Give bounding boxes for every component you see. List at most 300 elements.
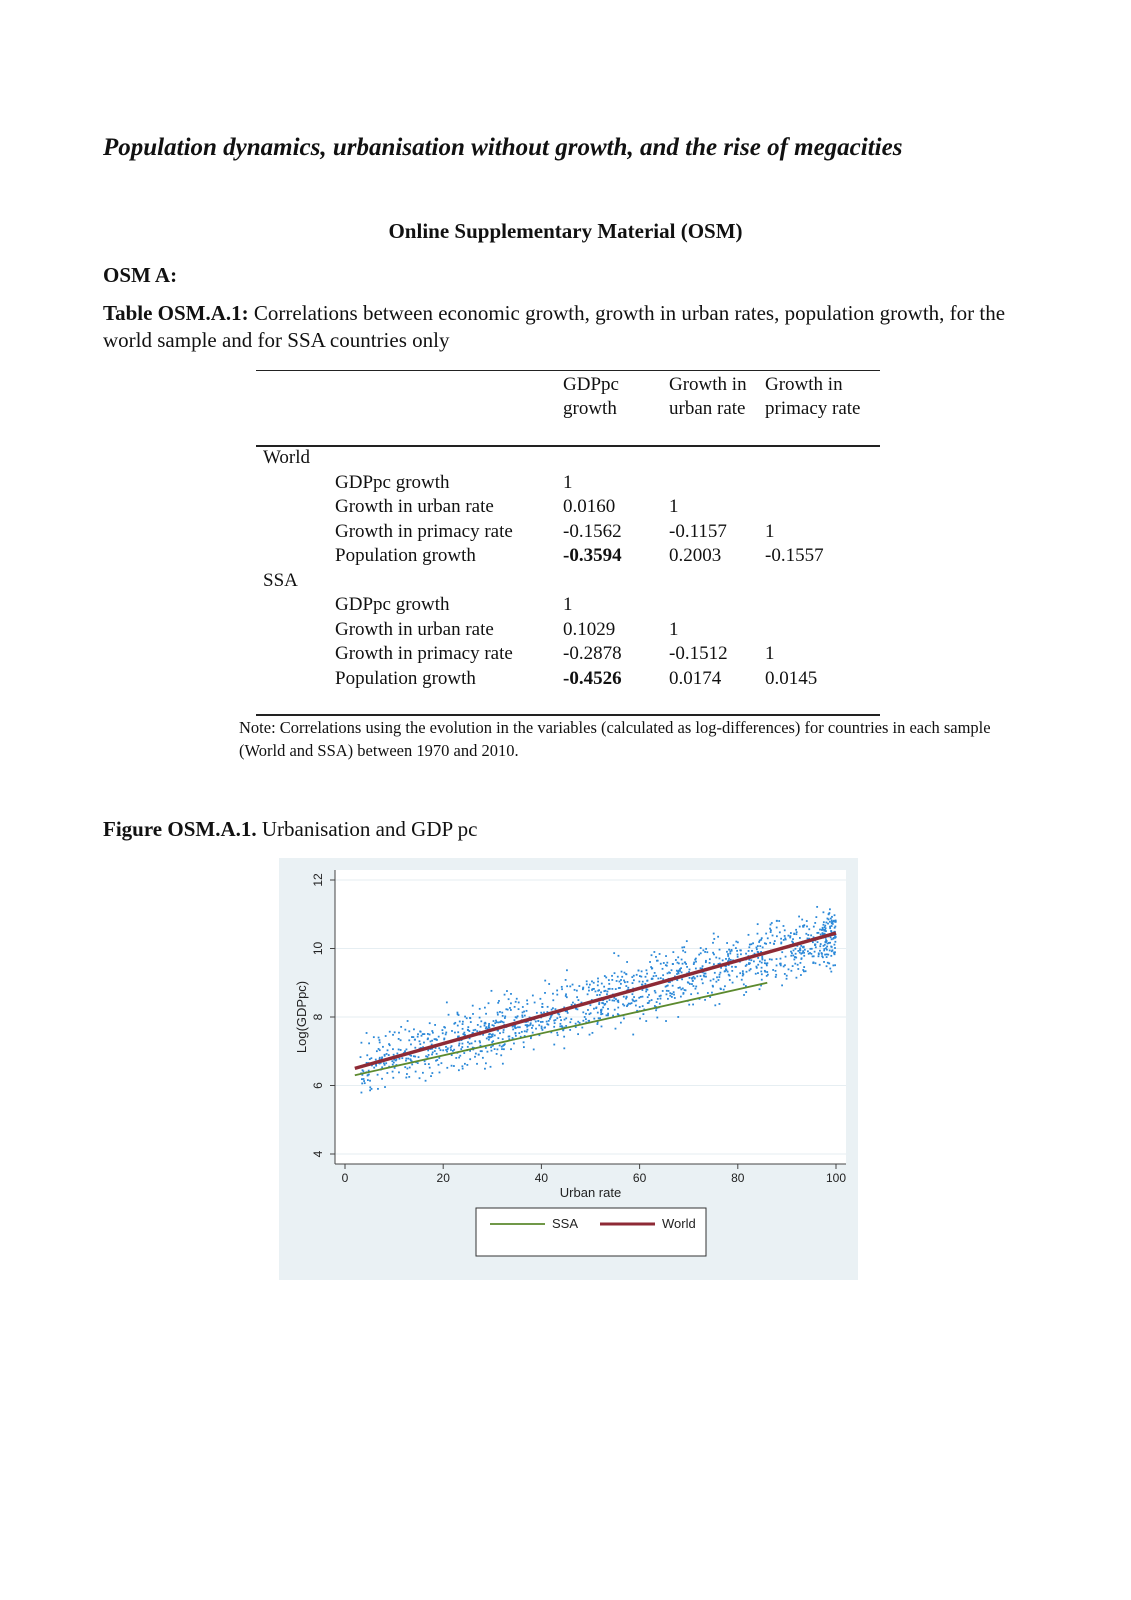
scatter-point [608,988,610,990]
scatter-point [553,1020,555,1022]
scatter-point [712,985,714,987]
scatter-point [644,983,646,985]
scatter-point [457,1036,459,1038]
scatter-point [718,979,720,981]
scatter-point [556,994,558,996]
scatter-point [376,1050,378,1052]
table-cell: 1 [669,618,679,640]
scatter-point [671,993,673,995]
x-axis-label: Urban rate [559,1185,622,1200]
scatter-point [479,1008,481,1010]
scatter-point [725,968,727,970]
row-label: GDPpc growth [335,471,450,493]
scatter-point [600,1009,602,1011]
scatter-point [617,1001,619,1003]
scatter-point [684,961,686,963]
scatter-point [772,935,774,937]
scatter-point [574,989,576,991]
scatter-point [485,1013,487,1015]
scatter-point [635,1000,637,1002]
scatter-point [826,946,828,948]
scatter-point [691,983,693,985]
scatter-point [757,945,759,947]
scatter-point [398,1032,400,1034]
scatter-point [829,950,831,952]
scatter-point [499,1032,501,1034]
scatter-point [407,1058,409,1060]
scatter-point [666,993,668,995]
scatter-point [431,1040,433,1042]
scatter-point [704,951,706,953]
scatter-point [651,978,653,980]
scatter-point [375,1065,377,1067]
scatter-point [385,1035,387,1037]
scatter-point [669,992,671,994]
scatter-point [662,974,664,976]
scatter-point [778,920,780,922]
scatter-point [379,1042,381,1044]
x-tick-label: 100 [825,1171,847,1185]
scatter-point [660,977,662,979]
scatter-point [718,976,720,978]
scatter-point [550,1016,552,1018]
scatter-point [761,973,763,975]
scatter-point [795,953,797,955]
scatter-point [472,1005,474,1007]
scatter-point [656,1017,658,1019]
scatter-point [632,1034,634,1036]
scatter-point [593,982,595,984]
scatter-point [686,940,688,942]
scatter-point [408,1030,410,1032]
scatter-point [788,968,790,970]
scatter-point [510,1002,512,1004]
scatter-point [822,927,824,929]
scatter-point [784,973,786,975]
scatter-point [607,991,609,993]
scatter-point [663,962,665,964]
scatter-point [556,990,558,992]
scatter-point [781,984,783,986]
scatter-point [681,947,683,949]
scatter-point [809,948,811,950]
scatter-point [466,1064,468,1066]
scatter-point [834,914,836,916]
scatter-point [643,1013,645,1015]
scatter-point [392,1077,394,1079]
scatter-point [825,939,827,941]
scatter-point [569,985,571,987]
scatter-point [679,968,681,970]
scatter-point [700,952,702,954]
row-label: Population growth [335,545,476,566]
scatter-point [514,1006,516,1008]
scatter-point [767,937,769,939]
scatter-point [828,962,830,964]
scatter-point [370,1057,372,1059]
scatter-point [816,932,818,934]
scatter-point [448,1014,450,1016]
scatter-point [740,949,742,951]
group-label: World [263,447,311,468]
scatter-point [606,1001,608,1003]
scatter-point [783,925,785,927]
scatter-point [709,958,711,960]
scatter-point [602,1006,604,1008]
scatter-point [829,908,831,910]
scatter-point [585,1013,587,1015]
scatter-point [604,975,606,977]
scatter-point [633,996,635,998]
scatter-point [453,1049,455,1051]
scatter-point [775,974,777,976]
scatter-point [518,1032,520,1034]
scatter-point [723,989,725,991]
y-tick-label: 6 [311,1082,325,1089]
scatter-point [517,1015,519,1017]
scatter-point [835,921,837,923]
scatter-point [623,980,625,982]
scatter-point [502,1063,504,1065]
scatter-point [715,981,717,983]
scatter-point [384,1064,386,1066]
scatter-point [705,960,707,962]
scatter-point [526,1010,528,1012]
scatter-point [488,1025,490,1027]
scatter-point [387,1049,389,1051]
scatter-point [385,1062,387,1064]
scatter-point [396,1053,398,1055]
scatter-point [646,988,648,990]
scatter-point [756,948,758,950]
scatter-point [442,1049,444,1051]
scatter-point [773,943,775,945]
scatter-point [410,1058,412,1060]
scatter-point [771,959,773,961]
scatter-point [603,986,605,988]
scatter-point [363,1078,365,1080]
scatter-point [462,1021,464,1023]
scatter-point [589,1034,591,1036]
scatter-point [552,993,554,995]
scatter-point [665,964,667,966]
scatter-point [438,1036,440,1038]
scatter-point [572,1002,574,1004]
scatter-point [458,1057,460,1059]
scatter-point [620,983,622,985]
scatter-point [519,1026,521,1028]
scatter-point [753,960,755,962]
scatter-point [428,1063,430,1065]
scatter-point [794,963,796,965]
scatter-point [559,1023,561,1025]
scatter-point [457,1012,459,1014]
scatter-point [604,1003,606,1005]
scatter-point [593,1018,595,1020]
scatter-point [780,942,782,944]
scatter-point [745,953,747,955]
scatter-point [373,1036,375,1038]
scatter-point [826,956,828,958]
scatter-point [668,990,670,992]
scatter-point [386,1053,388,1055]
scatter-point [494,1035,496,1037]
group-label: SSA [263,569,298,591]
scatter-point [665,1020,667,1022]
scatter-point [600,1011,602,1013]
scatter-point [728,958,730,960]
scatter-point [625,985,627,987]
scatter-point [382,1046,384,1048]
scatter-point [790,951,792,953]
scatter-point [497,1037,499,1039]
scatter-point [488,1027,490,1029]
scatter-point [681,978,683,980]
scatter-point [815,962,817,964]
scatter-point [641,984,643,986]
scatter-point [612,1000,614,1002]
scatter-point [534,1002,536,1004]
scatter-point [822,929,824,931]
scatter-point [700,967,702,969]
table-caption-text: Correlations between economic growth, growth in urban rates, population growth, for the world sample and for SSA countries only [103,301,1006,352]
scatter-point [530,1024,532,1026]
scatter-point [692,1004,694,1006]
scatter-point [611,979,613,981]
scatter-point [724,985,726,987]
scatter-point [727,953,729,955]
scatter-point [686,966,688,968]
table-cell: 1 [563,471,573,493]
scatter-point [553,1044,555,1046]
scatter-point [683,946,685,948]
scatter-point [741,979,743,981]
scatter-point [655,1009,657,1011]
scatter-point [419,1043,421,1045]
scatter-point [547,1006,549,1008]
scatter-point [601,983,603,985]
scatter-point [415,1071,417,1073]
scatter-point [635,1005,637,1007]
scatter-point [485,1023,487,1025]
scatter-point [391,1060,393,1062]
scatter-point [761,937,763,939]
scatter-point [429,1067,431,1069]
scatter-point [607,1008,609,1010]
scatter-point [759,940,761,942]
scatter-point [621,971,623,973]
scatter-point [565,993,567,995]
scatter-point [547,1024,549,1026]
scatter-point [386,1072,388,1074]
scatter-point [799,937,801,939]
scatter-point [438,1064,440,1066]
scatter-point [740,953,742,955]
scatter-point [373,1067,375,1069]
scatter-point [662,990,664,992]
scatter-point [728,949,730,951]
scatter-point [656,1001,658,1003]
scatter-point [451,1030,453,1032]
scatter-point [576,996,578,998]
scatter-point [766,962,768,964]
table-cell: -0.4526 [563,667,622,689]
scatter-point [712,952,714,954]
scatter-point [501,1048,503,1050]
scatter-point [695,958,697,960]
scatter-point [750,943,752,945]
scatter-point [488,1039,490,1041]
scatter-point [474,1040,476,1042]
table-header-rule [256,445,880,447]
scatter-point [434,1024,436,1026]
scatter-point [586,983,588,985]
scatter-point [769,928,771,930]
scatter-point [757,964,759,966]
scatter-point [515,1001,517,1003]
scatter-point [712,942,714,944]
scatter-point [541,1027,543,1029]
scatter-point [466,1017,468,1019]
scatter-point [577,1033,579,1035]
scatter-point [406,1049,408,1051]
table-cell: -0.1157 [669,520,727,542]
scatter-point [617,1013,619,1015]
scatter-point [762,959,764,961]
scatter-point [679,970,681,972]
scatter-point [581,1027,583,1029]
scatter-point [792,965,794,967]
scatter-point [589,984,591,986]
scatter-point [784,929,786,931]
scatter-point [411,1036,413,1038]
scatter-point [776,920,778,922]
scatter-point [818,955,820,957]
scatter-point [834,944,836,946]
scatter-point [657,978,659,980]
scatter-point [523,1046,525,1048]
scatter-point [776,958,778,960]
scatter-point [719,974,721,976]
scatter-point [577,1008,579,1010]
figure-caption [103,817,477,842]
scatter-point [597,981,599,983]
scatter-point [682,963,684,965]
scatter-point [392,1034,394,1036]
scatter-point [543,1012,545,1014]
legend-label: World [662,1216,696,1231]
scatter-point [774,940,776,942]
scatter-point [436,1053,438,1055]
scatter-point [538,1024,540,1026]
scatter-point [488,1002,490,1004]
scatter-point [569,1029,571,1031]
scatter-point [805,970,807,972]
scatter-point [711,992,713,994]
scatter-point [771,922,773,924]
row-label: Population growth [335,667,476,689]
scatter-point [563,1047,565,1049]
scatter-point [476,1030,478,1032]
scatter-point [512,1029,514,1031]
scatter-point [607,1014,609,1016]
scatter-point [501,1012,503,1014]
scatter-point [737,941,739,943]
scatter-point [524,1015,526,1017]
scatter-point [788,935,790,937]
scatter-point [743,983,745,985]
scatter-point [480,1020,482,1022]
scatter-point [636,974,638,976]
scatter-point [713,953,715,955]
scatter-point [521,1014,523,1016]
scatter-point [827,954,829,956]
scatter-point [524,1030,526,1032]
scatter-point [833,952,835,954]
scatter-point [799,947,801,949]
scatter-point [383,1062,385,1064]
table-cell: -0.3594 [563,545,622,566]
scatter-point [834,941,836,943]
scatter-point [504,994,506,996]
scatter-point [576,990,578,992]
scatter-point [514,1027,516,1029]
scatter-point [695,968,697,970]
scatter-point [791,952,793,954]
scatter-point [442,1032,444,1034]
scatter-point [783,939,785,941]
scatter-point [431,1072,433,1074]
scatter-point [714,1004,716,1006]
scatter-point [420,1031,422,1033]
scatter-point [438,1047,440,1049]
scatter-point [806,926,808,928]
scatter-point [493,1025,495,1027]
scatter-point [516,998,518,1000]
scatter-point [554,1022,556,1024]
scatter-point [427,1056,429,1058]
scatter-point [435,1060,437,1062]
scatter-point [518,1008,520,1010]
scatter-point [809,952,811,954]
scatter-point [470,1021,472,1023]
scatter-point [824,954,826,956]
scatter-point [831,925,833,927]
scatter-point [716,976,718,978]
scatter-point [417,1036,419,1038]
scatter-point [667,972,669,974]
scatter-point [555,1008,557,1010]
scatter-point [714,972,716,974]
scatter-point [472,1013,474,1015]
scatter-point [770,924,772,926]
scatter-point [495,1020,497,1022]
scatter-point [649,961,651,963]
scatter-point [566,985,568,987]
scatter-point [497,1014,499,1016]
scatter-point [679,987,681,989]
scatter-point [369,1080,371,1082]
scatter-point [831,922,833,924]
column-header: Growth in primacy rate [765,374,861,419]
scatter-point [802,969,804,971]
scatter-point [823,921,825,923]
scatter-point [642,996,644,998]
scatter-point [503,1029,505,1031]
scatter-point [765,933,767,935]
scatter-point [492,1040,494,1042]
scatter-point [492,1033,494,1035]
